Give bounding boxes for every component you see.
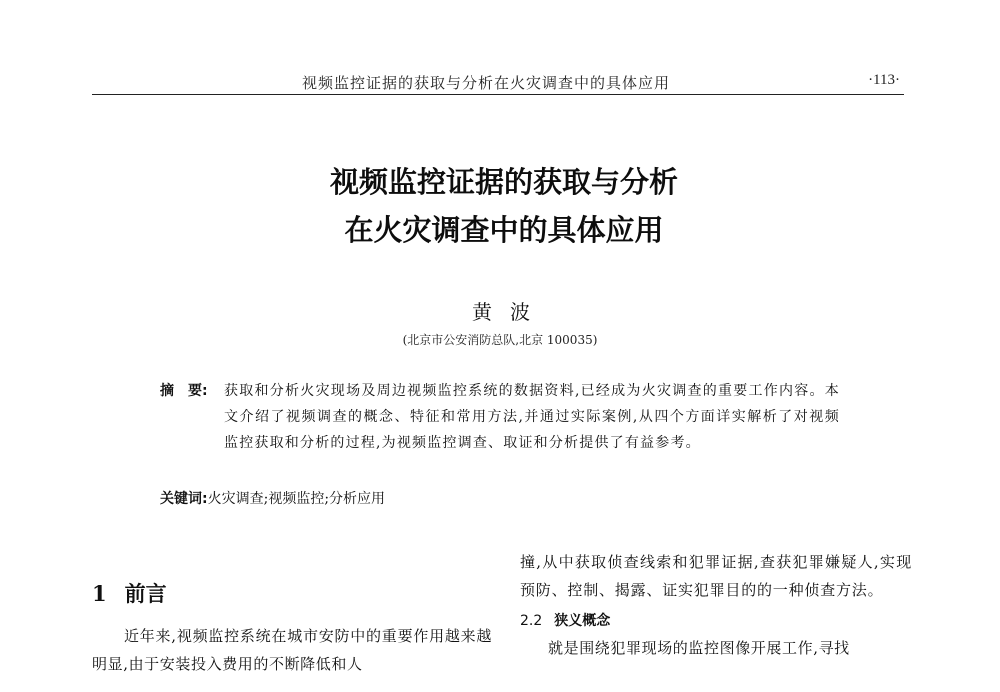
author: 黄波: [472, 300, 548, 324]
page-number: ·113·: [868, 72, 900, 88]
right-column: [520, 548, 912, 662]
running-header: [92, 70, 904, 95]
left-column: [92, 578, 492, 678]
abstract-label: 摘 要:: [160, 383, 208, 399]
body-paragraph: 就是围绕犯罪现场的监控图像开展工作,寻找: [548, 639, 850, 657]
keywords-text: 火灾调查;视频监控;分析应用: [207, 491, 386, 507]
body-paragraph: 近年来,视频监控系统在城市安防中的重要作用越来越明显,由于安装投入费用的不断降低和人: [92, 627, 492, 673]
abstract: [160, 378, 840, 456]
keywords: [160, 486, 840, 512]
section-number: 1: [92, 581, 107, 606]
section-title: 前言: [124, 581, 167, 606]
running-title: 视频监控证据的获取与分析在火灾调查中的具体应用: [302, 74, 671, 92]
subsection-heading: [520, 608, 912, 634]
title-line-1: 视频监控证据的获取与分析: [329, 165, 678, 199]
abstract-text: 获取和分析火灾现场及周边视频监控系统的数据资料,已经成为火灾调查的重要工作内容。本文介绍了视频调查的概念、特征和常用方法,并通过实际案例,从四个方面详实解析了对视频监控获取和分析的过程,为视频监控调查、取证和分析提供了有益参考。: [224, 383, 840, 451]
article-title: [0, 158, 1000, 254]
title-line-2: 在火灾调查中的具体应用: [344, 213, 664, 247]
section-heading: [92, 578, 492, 610]
subsection-number: 2.2: [520, 613, 543, 629]
keywords-label: 关键词:: [160, 491, 208, 507]
subsection-title: 狭义概念: [554, 613, 611, 629]
affiliation: (北京市公安消防总队,北京 100035): [402, 333, 598, 347]
continued-paragraph: 撞,从中获取侦查线索和犯罪证据,查获犯罪嫌疑人,实现预防、控制、揭露、证实犯罪目的的一种侦查方法。: [520, 553, 912, 599]
